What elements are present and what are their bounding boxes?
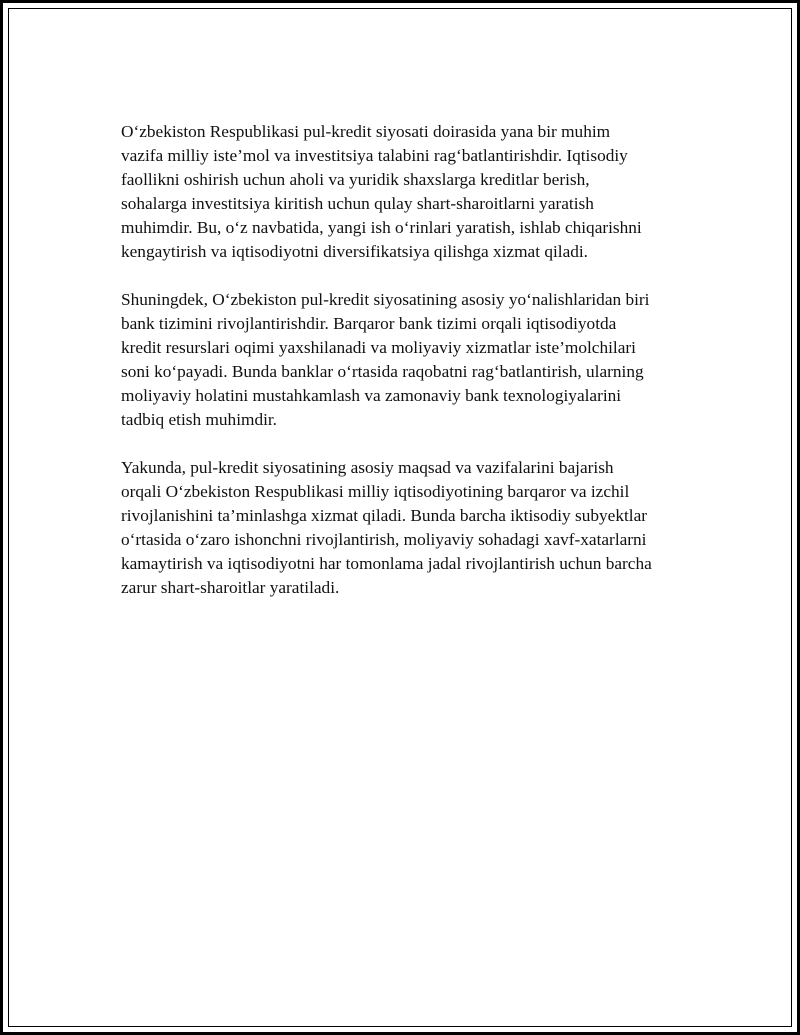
paragraph-line: bank tizimini rivojlantirishdir. Barqaror bank tizimi orqali iqtisodiyotda [121, 314, 617, 333]
paragraph-line: orqali O‘zbekiston Respublikasi milliy iqtisodiyotining barqaror va izchil [121, 482, 630, 501]
paragraph-line: zarur shart-sharoitlar yaratiladi. [121, 578, 340, 597]
paragraph-line: O‘zbekiston Respublikasi pul-kredit siyosati doirasida yana bir muhim [121, 122, 611, 141]
paragraph-line: kengaytirish va iqtisodiyotni diversifikatsiya qilishga xizmat qiladi. [121, 242, 588, 261]
paragraph-line: rivojlanishini ta’minlashga xizmat qiladi. Bunda barcha iktisodiy subyektlar [121, 506, 648, 525]
paragraph-line: Shuningdek, O‘zbekiston pul-kredit siyosatining asosiy yo‘nalishlaridan biri [121, 290, 650, 309]
paragraph-line: kamaytirish va iqtisodiyotni har tomonlama jadal rivojlantirish uchun barcha [121, 554, 652, 573]
paragraph-line: sohalarga investitsiya kiritish uchun qulay shart-sharoitlarni yaratish [121, 194, 594, 213]
paragraph-line: soni ko‘payadi. Bunda banklar o‘rtasida raqobatni rag‘batlantirish, ularning [121, 362, 644, 381]
paragraph-3 [121, 456, 701, 600]
paragraph-line: o‘rtasida o‘zaro ishonchni rivojlantirish, moliyaviy sohadagi xavf-xatarlarni [121, 530, 647, 549]
paragraph-line: Yakunda, pul-kredit siyosatining asosiy maqsad va vazifalarini bajarish [121, 458, 614, 477]
paragraph-1 [121, 120, 701, 264]
document-body [121, 120, 701, 624]
paragraph-line: muhimdir. Bu, o‘z navbatida, yangi ish o‘rinlari yaratish, ishlab chiqarishni [121, 218, 642, 237]
paragraph-line: moliyaviy holatini mustahkamlash va zamonaviy bank texnologiyalarini [121, 386, 622, 405]
paragraph-2 [121, 288, 701, 432]
paragraph-line: faollikni oshirish uchun aholi va yuridik shaxslarga kreditlar berish, [121, 170, 590, 189]
paragraph-line: vazifa milliy iste’mol va investitsiya talabini rag‘batlantirishdir. Iqtisodiy [121, 146, 628, 165]
paragraph-line: kredit resurslari oqimi yaxshilanadi va moliyaviy xizmatlar iste’molchilari [121, 338, 636, 357]
paragraph-line: tadbiq etish muhimdir. [121, 410, 278, 429]
